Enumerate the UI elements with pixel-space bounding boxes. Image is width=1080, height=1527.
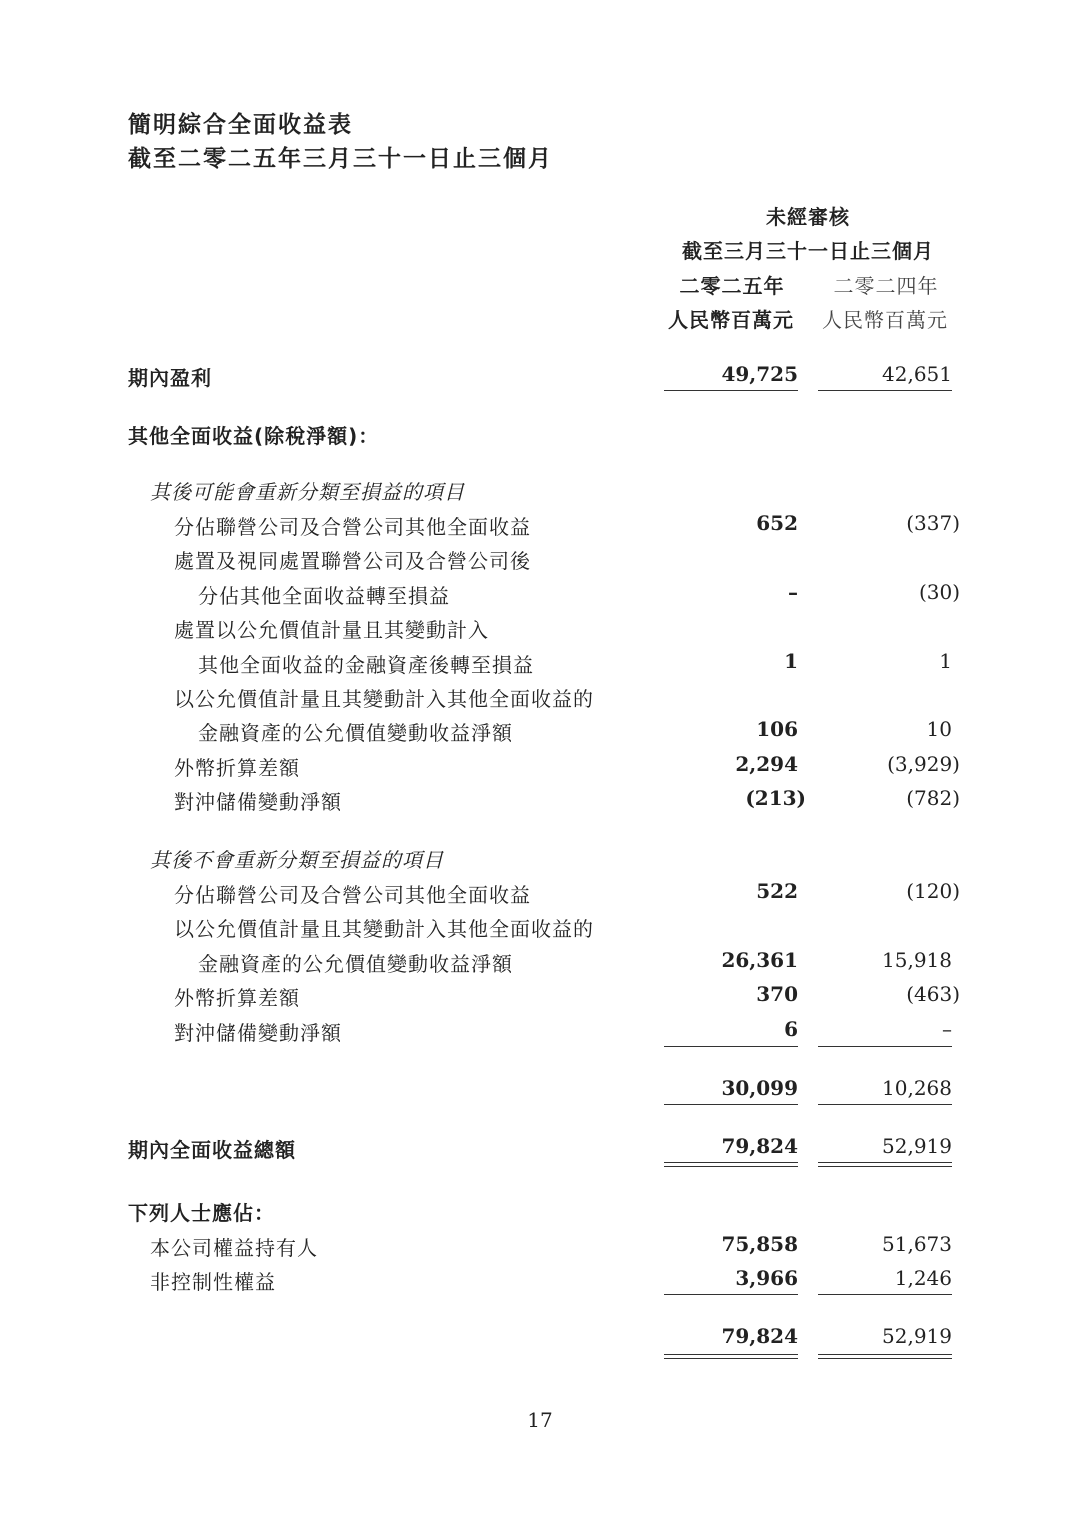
row-label: 非控制性權益 [150,1270,276,1294]
value-prior: 51,673 [882,1232,952,1256]
rule-current [664,390,798,391]
value-prior: 10,268 [882,1076,952,1100]
value-current: 49,725 [721,362,798,386]
value-current: 522 [756,879,798,903]
row-label: 其後可能會重新分類至損益的項目 [150,480,465,504]
row-label: 外幣折算差額 [174,986,300,1010]
value-current: (213) [745,786,806,810]
header-unit-prior: 人民幣百萬元 [822,308,948,332]
row-label: 期內盈利 [128,366,212,390]
header-audit: 未經審核 [766,205,850,229]
value-prior: 52,919 [882,1324,952,1348]
double-rule-current [664,1358,798,1359]
rule-current [664,1294,798,1295]
value-prior: (3,929) [887,752,960,776]
row-label: 下列人士應佔： [128,1201,275,1225]
value-current: 370 [756,982,798,1006]
table-row [0,1264,1080,1298]
double-rule-prior [818,1162,952,1163]
value-prior: (337) [906,511,960,535]
row-label: 金融資產的公允價值變動收益淨額 [198,952,513,976]
table-row [0,877,1080,911]
row-label: 外幣折算差額 [174,756,300,780]
row-label: 分佔聯營公司及合營公司其他全面收益 [174,515,531,539]
rule-current [664,1046,798,1047]
header-period: 截至三月三十一日止三個月 [682,239,934,263]
value-prior: – [942,1017,952,1041]
statement-title: 簡明綜合全面收益表 [128,112,353,138]
header-year-prior: 二零二四年 [833,274,939,298]
table-row [0,1230,1080,1264]
table-row [0,578,1080,612]
value-prior: 1,246 [894,1266,952,1290]
double-rule-current [664,1166,798,1167]
table-row [0,784,1080,818]
row-label: 期內全面收益總額 [128,1138,296,1162]
double-rule-prior [818,1166,952,1167]
rule-prior [818,1046,952,1047]
value-current: 1 [784,649,798,673]
row-label: 處置以公允價值計量且其變動計入 [174,618,489,642]
table-row [0,543,1080,577]
row-label: 處置及視同處置聯營公司及合營公司後 [174,549,531,573]
row-attributable-heading [0,1195,1080,1229]
row-attributable-total [0,1322,1080,1356]
rule-prior [818,1104,952,1105]
value-current: 2,294 [735,752,798,776]
table-row [0,715,1080,749]
value-current: 79,824 [721,1134,798,1158]
row-label: 以公允價值計量且其變動計入其他全面收益的 [174,917,594,941]
row-profit-for-period [0,360,1080,394]
table-row [0,509,1080,543]
rule-prior [818,390,952,391]
rule-prior [818,1294,952,1295]
table-row [0,612,1080,646]
row-label: 其後不會重新分類至損益的項目 [150,848,444,872]
value-prior: 10 [926,717,952,741]
rule-current [664,1104,798,1105]
double-rule-prior [818,1354,952,1355]
row-label: 其他全面收益的金融資產後轉至損益 [198,653,534,677]
row-label: 對沖儲備變動淨額 [174,1021,342,1045]
table-row [0,1015,1080,1049]
value-prior: 42,651 [882,362,952,386]
double-rule-current [664,1162,798,1163]
table-row [0,647,1080,681]
row-label: 以公允價值計量且其變動計入其他全面收益的 [174,687,594,711]
header-unit-current: 人民幣百萬元 [668,308,794,332]
row-label: 其他全面收益(除稅淨額)： [128,424,380,448]
row-oci-subtotal [0,1074,1080,1108]
row-label: 分佔其他全面收益轉至損益 [198,584,450,608]
value-prior: 1 [939,649,952,673]
table-row [0,980,1080,1014]
value-prior: (463) [906,982,960,1006]
value-current: 106 [756,717,798,741]
value-current: – [788,580,798,604]
double-rule-prior [818,1358,952,1359]
value-prior: (30) [918,580,960,604]
header-year-current: 二零二五年 [679,274,785,298]
row-reclass-heading [0,474,1080,508]
table-row [0,750,1080,784]
table-row [0,946,1080,980]
value-current: 79,824 [721,1324,798,1348]
row-oci-heading [0,418,1080,452]
row-label: 對沖儲備變動淨額 [174,790,342,814]
value-prior: 15,918 [882,948,952,972]
row-label: 本公司權益持有人 [150,1236,318,1260]
value-current: 26,361 [721,948,798,972]
value-prior: (120) [906,879,960,903]
row-total-comprehensive-income [0,1132,1080,1166]
value-current: 75,858 [721,1232,798,1256]
value-current: 6 [784,1017,798,1041]
table-row [0,911,1080,945]
table-row [0,681,1080,715]
value-current: 652 [756,511,798,535]
page-number: 17 [527,1408,553,1432]
value-prior: (782) [906,786,960,810]
row-label: 金融資產的公允價值變動收益淨額 [198,721,513,745]
value-current: 30,099 [721,1076,798,1100]
row-no-reclass-heading [0,842,1080,876]
statement-period: 截至二零二五年三月三十一日止三個月 [128,146,553,172]
row-label: 分佔聯營公司及合營公司其他全面收益 [174,883,531,907]
value-current: 3,966 [735,1266,798,1290]
value-prior: 52,919 [882,1134,952,1158]
double-rule-current [664,1354,798,1355]
